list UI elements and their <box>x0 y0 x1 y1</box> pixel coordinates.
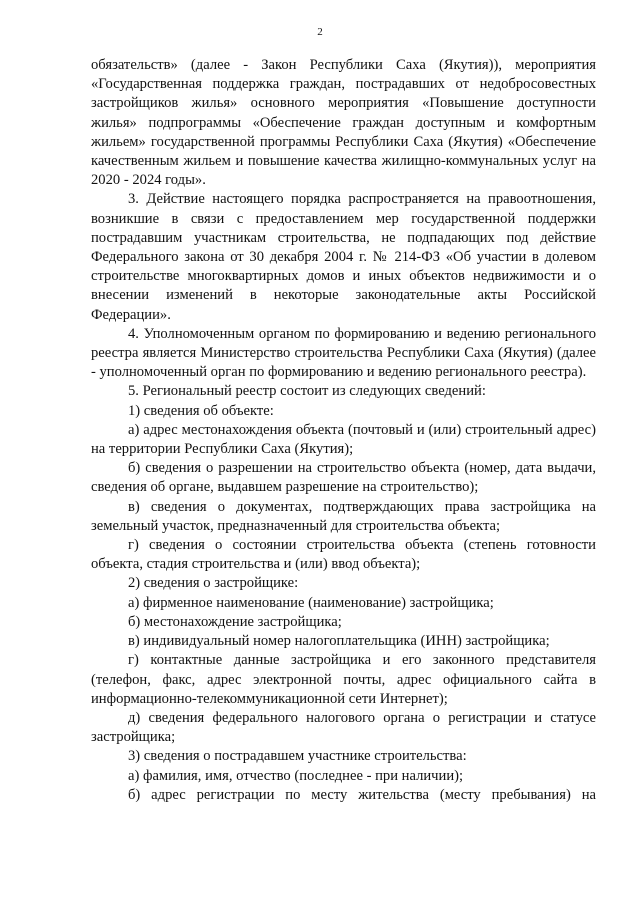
list-heading-developer: 2) сведения о застройщике: <box>128 575 299 592</box>
list-item-developer-v: в) индивидуальный номер налогоплательщика (ИНН) застройщика; <box>128 633 550 650</box>
list-item-object-g: г) сведения о состоянии строительства объекта (степень готовности объекта, стадия строительства и (или) ввод объекта); <box>91 537 596 573</box>
paragraph-item-5: 5. Региональный реестр состоит из следующих сведений: <box>128 383 486 400</box>
paragraph-item-3: 3. Действие настоящего порядка распространяется на правоотношения, возникшие в связи с предоставлением мер государственной поддержки пострадавшим участникам строительства, не подпадающих под действие Федерального закона от 30 декабря 2004 г. № 214-ФЗ «Об участии в долевом строительстве многоквартирных домов и иных объектов недвижимости и о внесении изменений в некоторые законодательные акты Российской Федерации». <box>91 191 596 323</box>
list-item-developer-d: д) сведения федерального налогового органа о регистрации и статусе застройщика; <box>91 709 596 746</box>
list-item-developer-a: а) фирменное наименование (наименование) застройщика; <box>128 594 494 611</box>
list-item-object-a: а) адрес местонахождения объекта (почтовый и (или) строительный адрес) на территории Республики Саха (Якутия); <box>91 421 596 458</box>
list-item-participant-a: а) фамилия, имя, отчество (последнее - при наличии); <box>128 767 464 784</box>
list-item-participant-b: б) адрес регистрации по месту жительства (месту пребывания) на <box>128 786 596 803</box>
list-heading-object: 1) сведения об объекте: <box>128 402 274 419</box>
paragraph-intro-continuation: обязательств» (далее - Закон Республики Саха (Якутия)), мероприятия «Государственная поддержка граждан, пострадавших от недобросовестных застройщиков жилья» основного мероприятия «Повышение доступности жилья» подпрограммы «Обеспечение граждан доступным и комфортным жильем» государственной программы Республики Саха (Якутия) «Обеспечение качественным жильем и повышение качества жилищно-коммунальных услуг на 2020 - 2024 годы». <box>91 57 596 189</box>
page-number: 2 <box>317 26 323 38</box>
list-item-developer-b: б) местонахождение застройщика; <box>128 613 342 630</box>
document-body <box>91 56 596 805</box>
list-item-object-b: б) сведения о разрешении на строительство объекта (номер, дата выдачи, сведения об органе, выдавшем разрешение на строительство); <box>91 460 596 496</box>
list-heading-participant: 3) сведения о пострадавшем участнике строительства: <box>128 748 467 765</box>
list-item-developer-g: г) контактные данные застройщика и его законного представителя (телефон, факс, адрес электронной почты, адрес официального сайта в информационно-телекоммуникационной сети Интернет); <box>91 652 596 707</box>
paragraph-item-4: 4. Уполномоченным органом по формированию и ведению регионального реестра является Министерство строительства Республики Саха (Якутия) (далее - уполномоченный орган по формированию и ведению регионального реестра). <box>91 325 596 381</box>
list-item-object-v: в) сведения о документах, подтверждающих права застройщика на земельный участок, предназначенный для строительства объекта; <box>91 498 596 534</box>
